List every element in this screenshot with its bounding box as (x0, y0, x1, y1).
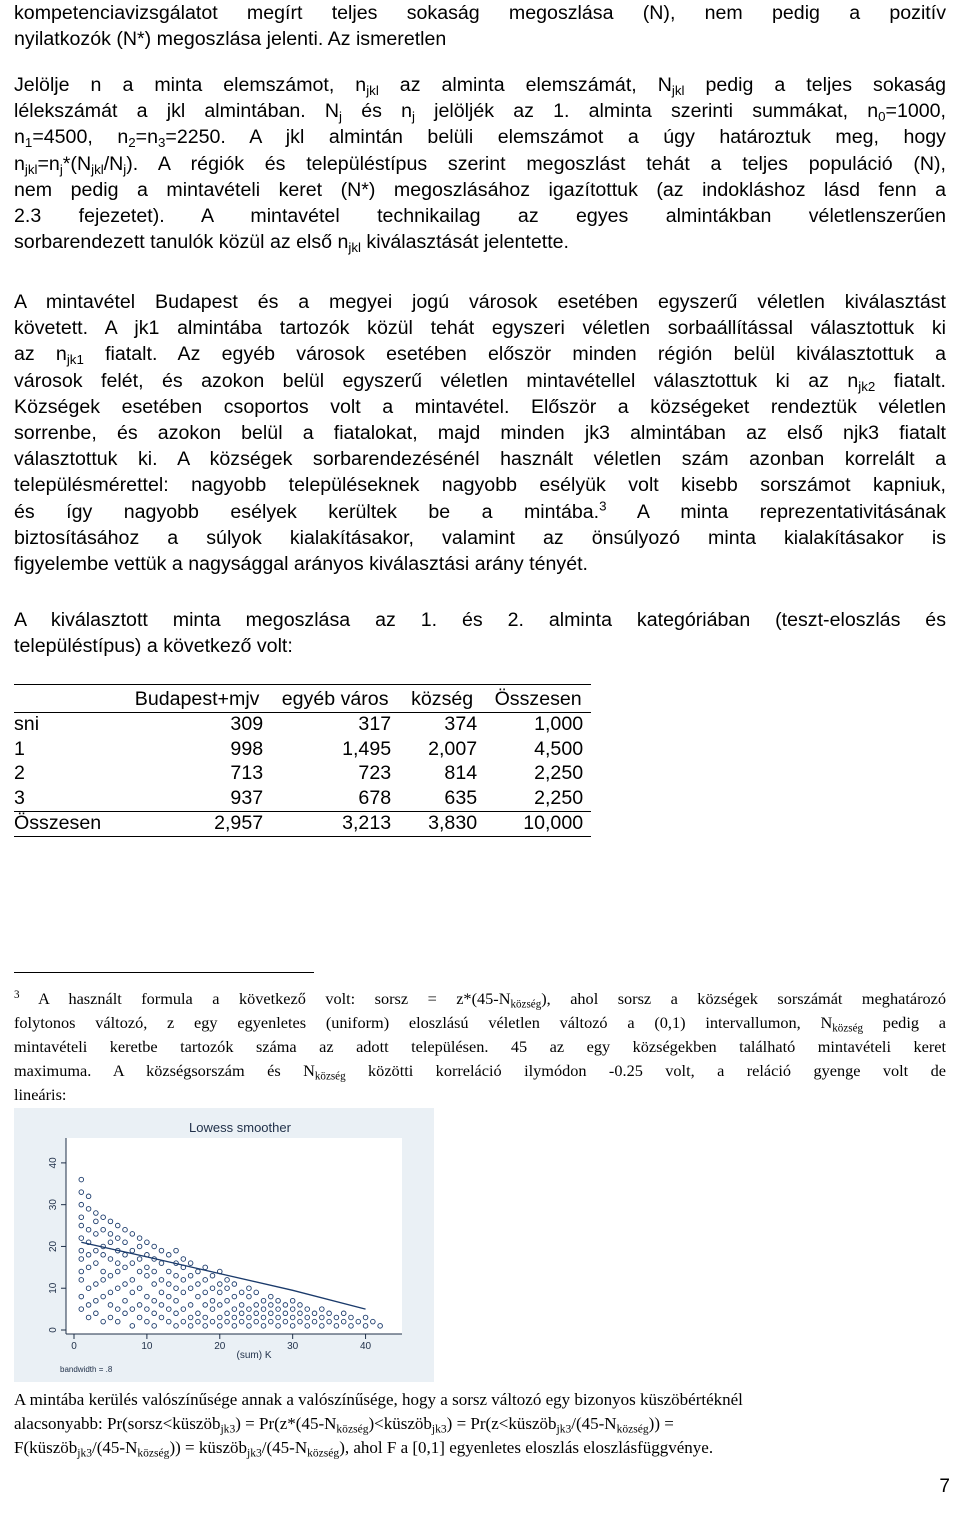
table-row (14, 762, 591, 787)
table-cell: 678 (358, 786, 392, 809)
table-header-cell: Összesen (494, 687, 582, 710)
table-cell: 1,495 (342, 737, 392, 760)
lowess-chart-svg (14, 1108, 434, 1382)
table-row (14, 712, 591, 737)
table-cell: 4,500 (534, 737, 584, 760)
table-cell: 2,250 (534, 786, 584, 809)
x-tick-label: 10 (141, 1341, 153, 1352)
x-tick-label: 30 (287, 1341, 299, 1352)
text-line: figyelembe vettük a nagysággal arányos kiválasztási arány tényét. (14, 552, 588, 575)
table-cell: 998 (230, 737, 264, 760)
table-row-label: 3 (14, 786, 25, 809)
table-cell: 814 (444, 762, 478, 785)
table-row (14, 786, 591, 811)
y-axis (48, 1138, 66, 1334)
text-line: városok felét, és azokon belül egyszerű véletlen mintavétellel választottuk ki az $n_{jk2}$ fiatalt. (14, 369, 946, 394)
text-line: A mintavétel Budapest és a megyei jogú városok esetében egyszerű véletlen kiválasztást (14, 291, 946, 313)
table-cell: 3,213 (271, 811, 399, 837)
y-tick-label: 40 (48, 1157, 59, 1169)
table-row (14, 737, 591, 762)
table-row-label: 2 (14, 762, 25, 785)
table-cell: 2,957 (123, 811, 271, 837)
y-tick-label: 20 (48, 1240, 59, 1253)
paragraph-sample-size (14, 72, 946, 255)
text-line: nyilatkozók (N*) megoszlása jelenti. Az ismeretlen (14, 28, 447, 51)
paragraph-probability (14, 1388, 946, 1460)
table-header-cell (14, 687, 123, 712)
table-cell: 2,007 (428, 737, 478, 760)
lowess-chart (14, 1108, 434, 1382)
text-line: alacsonyabb: Pr(sorsz<küszöb$_{jk3}$) = $Pr(z*(45-N_{község})<küszöb_{jk3})$ = $Pr(z<küszöb_{jk3}/(45-N_{község}))$ = (14, 1414, 674, 1436)
paragraph-distribution-intro (14, 607, 946, 659)
y-tick-label: 0 (48, 1327, 59, 1333)
text-line: A mintába kerülés valószínűsége annak a valószínűsége, hogy a sorsz változó egy bizonyos küszöbértéknél (14, 1390, 743, 1409)
x-axis-label: (sum) K (236, 1350, 272, 1361)
table-header-row (14, 687, 591, 712)
text-line: településmérettel: nagyobb településeknek nagyobb esélyük volt kisebb sorszámot kapniuk, (14, 474, 946, 497)
footnote-reference: 3 (599, 498, 607, 514)
text-line: $F(küszöb_{jk3}/(45-N_{község}))$ = $küszöb_{jk3}/(45-N_{község})$, ahol F a [0,1] egyenletes eloszlás eloszlásfüggvénye. (14, 1438, 714, 1460)
footnote-separator (14, 972, 314, 973)
text-line: mintavételi keretbe tartozók száma az adott településen. 45 az egy községekben található mintavételi keret (14, 1037, 946, 1057)
text-line: településtípus) a következő volt: (14, 635, 293, 658)
table-header-cell: Budapest+mjv (134, 687, 260, 710)
table-cell: 309 (123, 712, 271, 737)
table-row-label: 1 (14, 737, 25, 760)
footnote-mark: 3 (14, 988, 20, 1001)
y-tick-label: 30 (48, 1199, 59, 1211)
distribution-table (14, 684, 591, 837)
table-row-label: sni (14, 712, 123, 737)
table-cell: 937 (230, 786, 264, 809)
text-line: A kiválasztott minta megoszlása az 1. és 2. alminta kategóriában (teszt-eloszlás és (14, 609, 946, 631)
table-header-cell: egyéb város (281, 687, 389, 710)
text-line: Községek esetében csoportos volt a mintavétel. Először a községeket rendeztük véletlen (14, 395, 946, 418)
text-line: sorbarendezett tanulók közül az első $n_{jkl}$ kiválasztását jelentette. (14, 231, 569, 256)
table-cell: 2,250 (534, 762, 584, 785)
paragraph-sampling-method (14, 289, 946, 577)
text-line: és így nagyobb esélyek kerültek be a mintába.$^3$ A minta reprezentativitásának (14, 498, 946, 523)
table-cell: 713 (230, 762, 264, 785)
table-cell: 374 (399, 712, 485, 737)
text-line: lélekszámát a jkl almintában. $N_j$ és $n_j$ jelöljék az 1. alminta szerinti summákat, $n_0=1000$, (14, 100, 947, 125)
text-line: 2.3 fejezetet). A mintavétel technikailag az egyes almintákban véletlenszerűen (14, 204, 946, 227)
y-tick-label: 10 (48, 1282, 59, 1294)
bandwidth-note: bandwidth = .8 (60, 1365, 113, 1374)
text-line: $n_1=4500$, $n_2=n_3=2250$. A jkl almintán belüli elemszámot a úgy határoztuk meg, hogy (14, 126, 946, 151)
table-header-cell: község (411, 687, 474, 710)
x-tick-label: 20 (214, 1341, 226, 1352)
x-tick-label: 0 (71, 1341, 77, 1352)
x-axis (66, 1334, 402, 1352)
text-line: választottuk ki. A községek sorbarendezésénél használt véletlen szám azonban korrelált a (14, 448, 946, 471)
table-cell: 1,000 (485, 712, 591, 737)
chart-title: Lowess smoother (189, 1120, 291, 1135)
page-number: 7 (939, 1476, 950, 1497)
table-total-row (14, 811, 591, 837)
text-line: lineáris: (14, 1085, 67, 1105)
table-cell: 10,000 (485, 811, 591, 837)
table-row-label: Összesen (14, 811, 123, 837)
paragraph-intro (14, 0, 946, 52)
text-line: sorrenbe, és azokon belül a fiatalokat, majd minden jk3 almintában az első njk3 fiatalt (14, 421, 946, 444)
text-line: folytonos változó, z egy egyenletes (uniform) eloszlású véletlen változó a (0,1) intervallumon, $N_{község}$ pedig a (14, 1013, 946, 1035)
table-cell: 635 (444, 786, 478, 809)
table-cell: 317 (271, 712, 399, 737)
text-line: biztosításához a súlyok kialakításakor, valamint az önsúlyozó minta kialakításakor is (14, 526, 946, 549)
text-line: $n_{jkl}=n_j*(N_{jkl}/N_j)$. A régiók és településtípus szerint megoszlást tehát a teljes populáció (N), (14, 152, 946, 177)
text-line: követett. A jk1 almintába tartozók közül tehát egyszeri véletlen sorbaállítással választottuk ki (14, 317, 946, 340)
x-tick-label: 40 (359, 1341, 372, 1352)
text-line: maximuma. A községsorszám és $N_{község}$ közötti korreláció ilymódon -0.25 volt, a reláció gyenge volt de (14, 1061, 946, 1083)
text-line: $^3$ A használt formula a következő volt: sorsz = $z*(45-N_{község})$, ahol sorsz a községek sorszámát meghatározó (14, 988, 946, 1011)
table-cell: 3,830 (399, 811, 485, 837)
text-line: Jelölje n a minta elemszámot, $n_{jkl}$ az alminta elemszámát, $N_{jkl}$ pedig a teljes sokaság (14, 74, 947, 98)
text-line: az $n_{jk1}$ fiatalt. Az egyéb városok esetében először minden régión belül kiválasztottuk a (14, 343, 946, 368)
text-line: kompetenciavizsgálatot megírt teljes sokaság megoszlása (N), nem pedig a pozitív (14, 2, 946, 24)
table-cell: 723 (358, 762, 392, 785)
text-line: nem pedig a mintavételi keret (N*) megoszlásához igazítottuk (az indokláshoz lásd fenn a (14, 178, 946, 201)
footnote (14, 987, 946, 1107)
